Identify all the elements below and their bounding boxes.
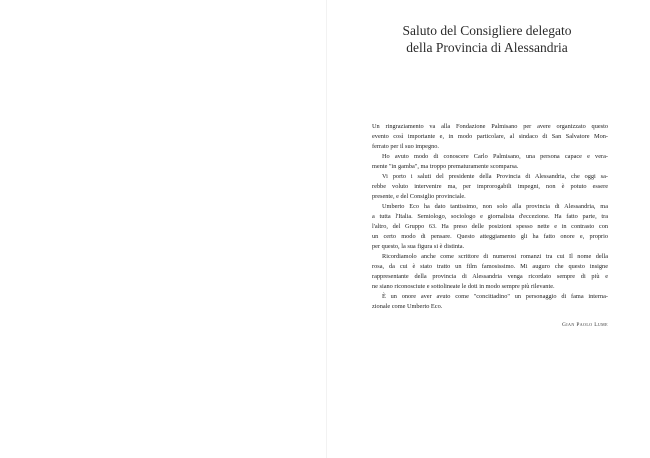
- text-line: presente, e del Consiglio provinciale.: [372, 193, 466, 200]
- page-gutter: [326, 0, 327, 458]
- signature: Gian Paolo Lume: [562, 322, 608, 328]
- text-line: rebbe voluto intervenire ma, per improrogabili impegni, non è potuto essere: [372, 183, 608, 190]
- text-line: mente "in gamba", ma troppo prematuramente scomparsa.: [372, 163, 519, 170]
- text-line: un certo modo di pensare. Questo atteggiamento gli ha fatto onore e, proprio: [372, 233, 608, 240]
- text-line: Vi porto i saluti del presidente della Provincia di Alessandria, che oggi sa-: [382, 173, 608, 180]
- page-title: Saluto del Consigliere delegato: [402, 23, 572, 38]
- text-line: l'altro, del Gruppo 63. Ha preso delle posizioni spesso nette e in contrasto con: [372, 223, 608, 230]
- text-line: ne siano riconosciute e sottolineate le doti in modo sempre più rilevante.: [372, 283, 555, 290]
- text-line: rosa, da cui è stato tratto un film famosissimo. Mi auguro che questo insigne: [372, 263, 608, 270]
- text-line: Ho avuto modo di conoscere Carlo Palmisano, una persona capace e vera-: [382, 153, 608, 160]
- text-line: zionale come Umberto Eco.: [372, 303, 443, 310]
- text-line: per questo, la sua figura si è distinta.: [372, 243, 465, 250]
- text-line: rappresentante della provincia di Alessandria venga ricordato sempre di più e: [372, 273, 608, 280]
- text-line: ferrato per il suo impegno.: [372, 143, 439, 150]
- text-line: Umberto Eco ha dato tantissimo, non solo alla provincia di Alessandria, ma: [382, 203, 608, 210]
- text-line: Un ringraziamento va alla Fondazione Palmisano per avere organizzato questo: [372, 123, 608, 130]
- text-line: evento così importante e, in modo particolare, al sindaco di San Salvatore Mon-: [372, 133, 608, 140]
- text-line: È un onore aver avuto come "concittadino" un personaggio di fama interna-: [382, 293, 608, 300]
- text-line: Ricordiamolo anche come scrittore di numerosi romanzi tra cui Il nome della: [382, 253, 608, 260]
- text-line: a tutta l'Italia. Semiologo, sociologo e giornalista d'eccezione. Ha fatto parte, tra: [372, 213, 608, 220]
- page-subtitle: della Provincia di Alessandria: [406, 40, 568, 55]
